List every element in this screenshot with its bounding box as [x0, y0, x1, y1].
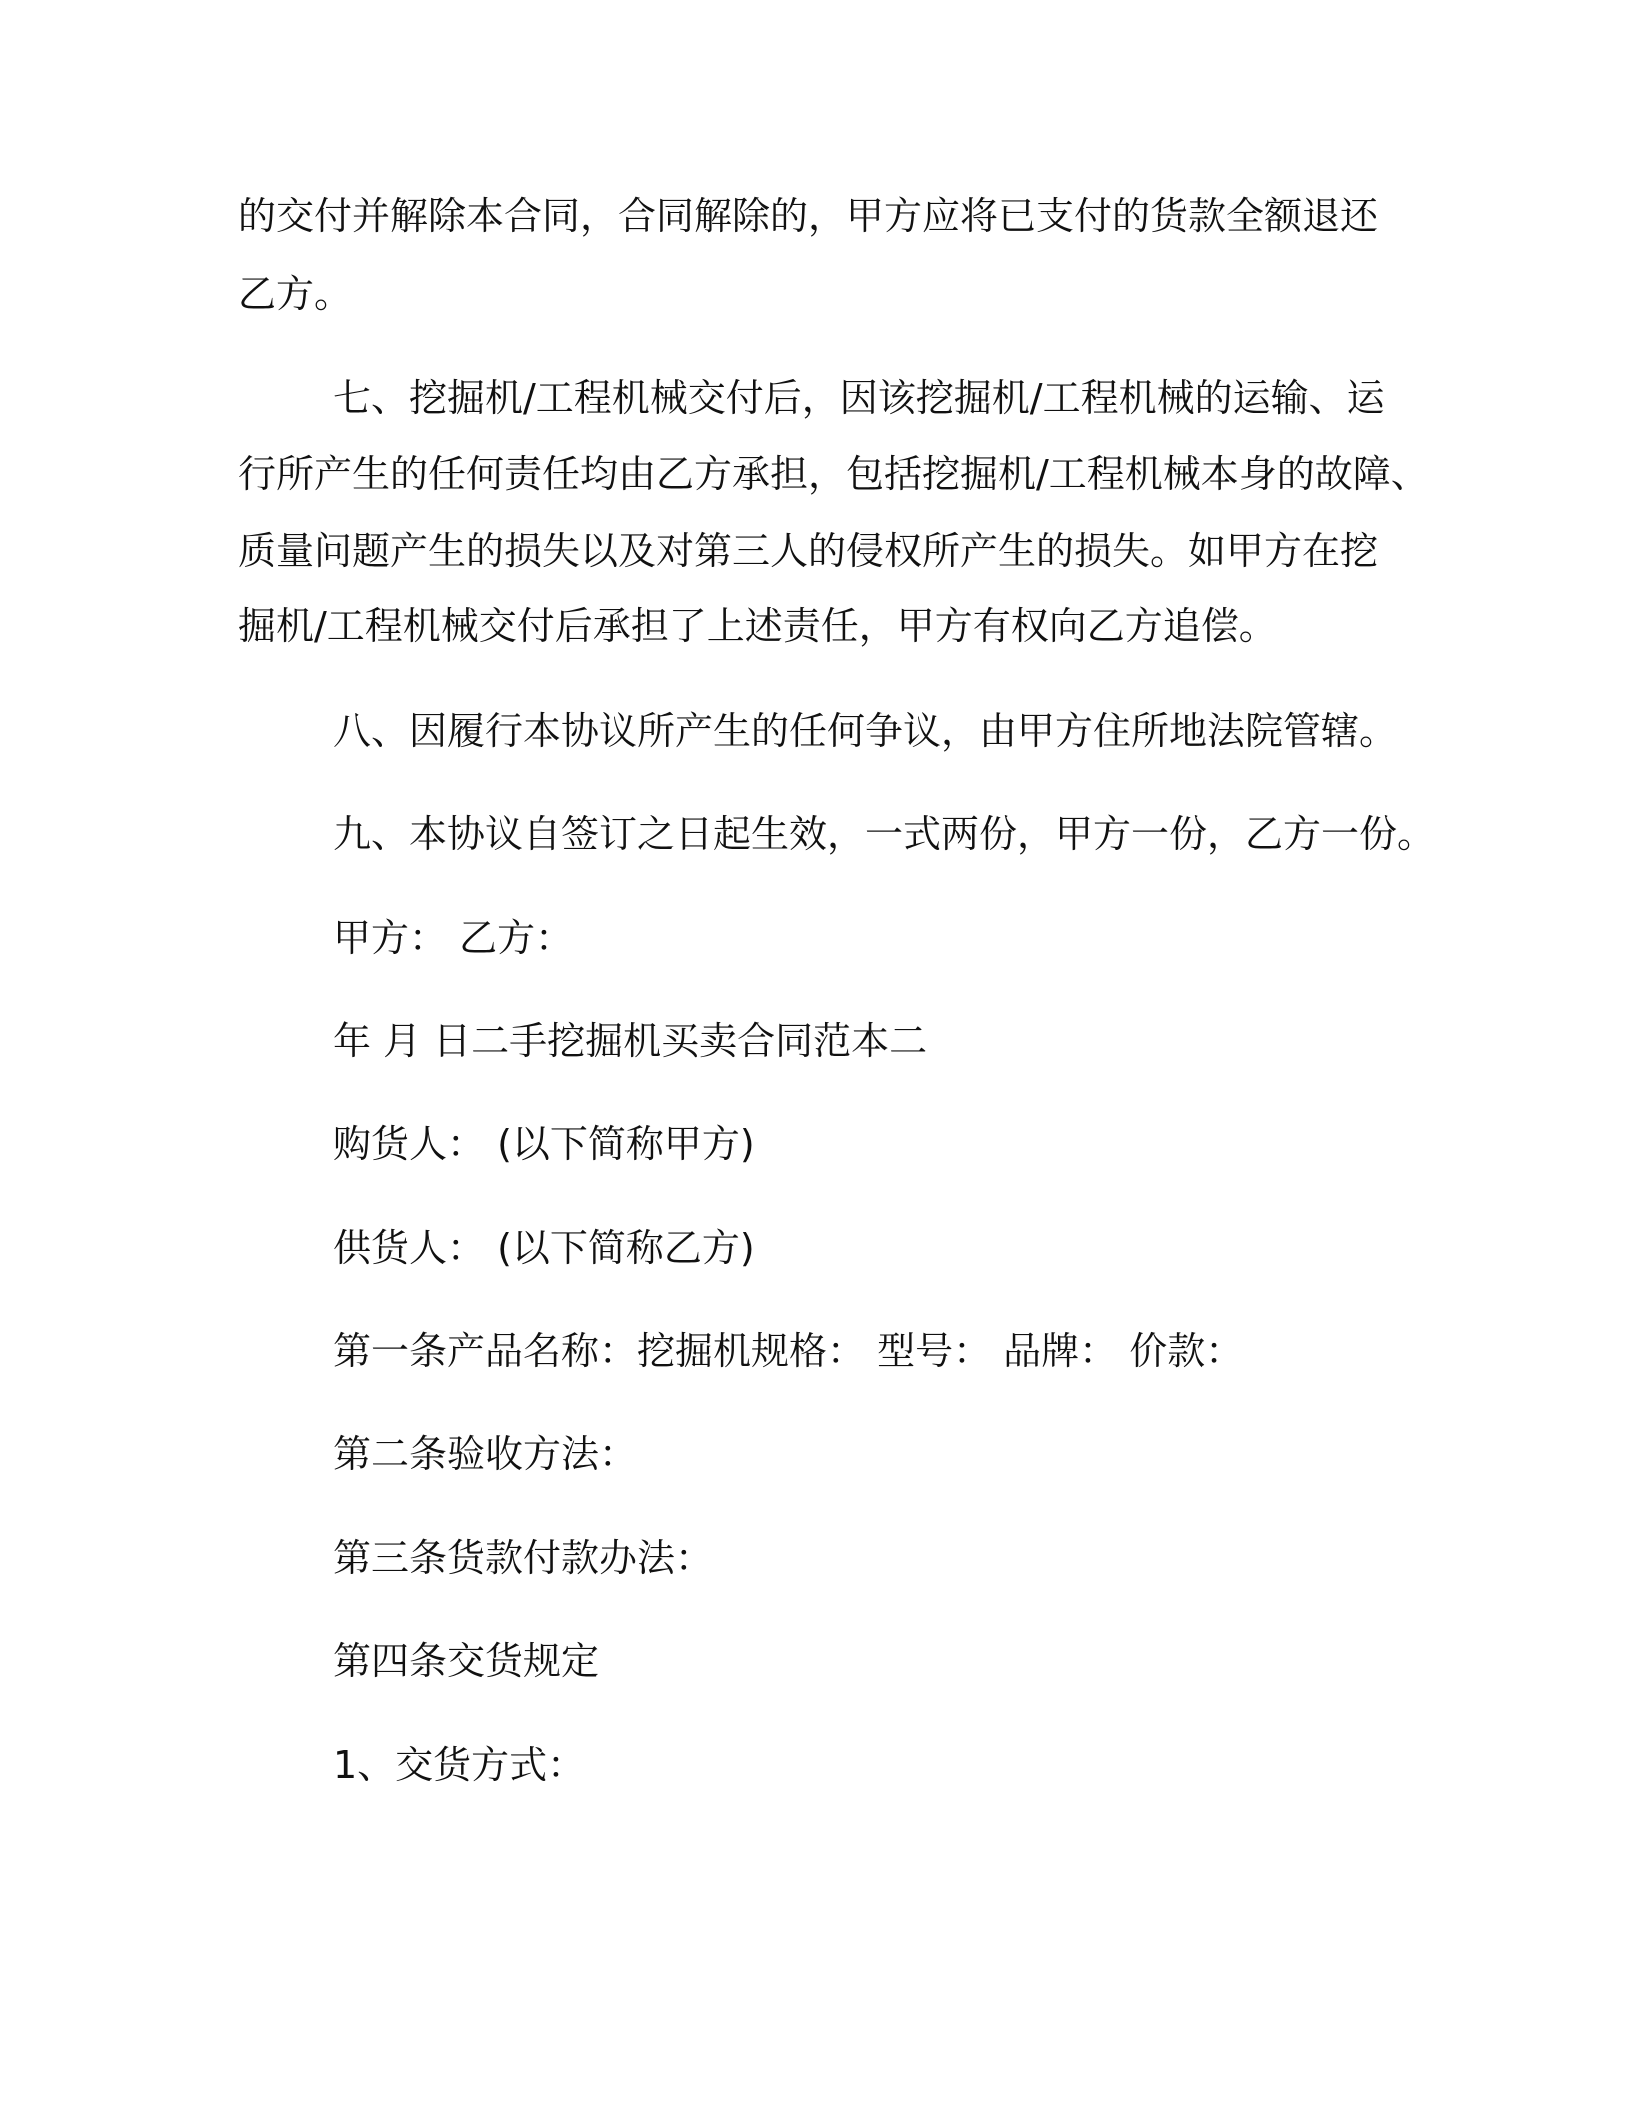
- clause-9: 九、本协议自签订之日起生效，一式两份，甲方一份，乙方一份。: [333, 812, 1436, 856]
- clause-7-line-2: 行所产生的任何责任均由乙方承担，包括挖掘机/工程机械本身的故障、: [238, 452, 1429, 496]
- article-3-payment: 第三条货款付款办法：: [333, 1536, 714, 1580]
- buyer-line: 购货人： (以下简称甲方): [333, 1122, 755, 1166]
- clause-7-line-4: 掘机/工程机械交付后承担了上述责任，甲方有权向乙方追偿。: [238, 604, 1277, 648]
- clause-6-continuation-line-1: 的交付并解除本合同，合同解除的，甲方应将已支付的货款全额退还: [238, 194, 1379, 238]
- clause-8: 八、因履行本协议所产生的任何争议，由甲方住所地法院管辖。: [333, 709, 1398, 753]
- clause-7-line-1: 七、挖掘机/工程机械交付后，因该挖掘机/工程机械的运输、运: [333, 376, 1385, 420]
- delivery-method-item: 1、交货方式：: [333, 1743, 586, 1787]
- article-4-delivery: 第四条交货规定: [333, 1639, 600, 1683]
- article-1-product: 第一条产品名称：挖掘机规格： 型号： 品牌： 价款：: [333, 1329, 1244, 1373]
- clause-6-continuation-line-2: 乙方。: [238, 272, 353, 316]
- clause-7-line-3: 质量问题产生的损失以及对第三人的侵权所产生的损失。如甲方在挖: [238, 529, 1379, 573]
- signature-parties: 甲方： 乙方：: [333, 916, 574, 960]
- article-2-inspection: 第二条验收方法：: [333, 1432, 638, 1476]
- supplier-line: 供货人： (以下简称乙方): [333, 1226, 755, 1270]
- date-and-template-title: 年 月 日二手挖掘机买卖合同范本二: [333, 1019, 928, 1063]
